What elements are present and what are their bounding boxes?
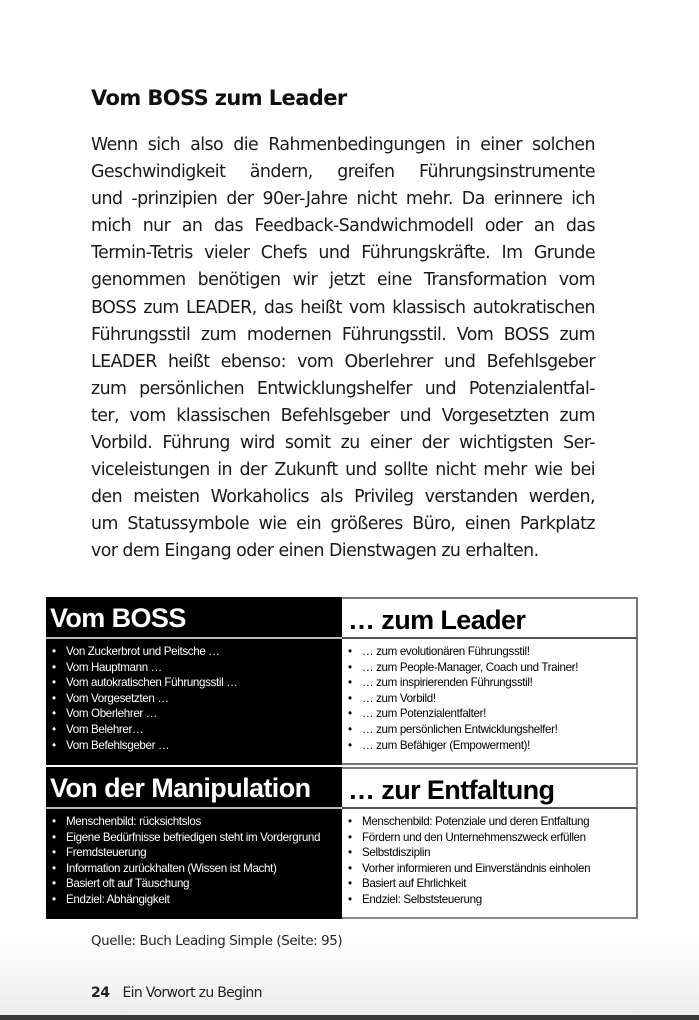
leader-list-cell xyxy=(342,639,638,765)
bullet-icon: • xyxy=(52,707,56,721)
list-item xyxy=(348,691,636,707)
comparison-list-row xyxy=(46,809,638,919)
list-item-text: Endziel: Selbststeuerung xyxy=(362,892,482,906)
bullet-icon: • xyxy=(52,691,56,705)
list-item xyxy=(52,675,342,691)
list-item xyxy=(348,644,636,660)
list-item-text: … zum Potenzialentfalter! xyxy=(362,707,486,721)
list-item xyxy=(52,660,342,676)
list-item-text: … zum inspirierenden Führungsstil! xyxy=(362,676,533,690)
list-item xyxy=(348,675,636,691)
section-heading: Vom BOSS zum Leader xyxy=(91,86,347,110)
list-item-text: Information zurückhalten (Wissen ist Macht) xyxy=(66,861,277,875)
list-item-text: Fördern und den Unternehmenszweck erfüllen xyxy=(362,830,586,844)
paragraph-line: den meisten Workaholics als Privileg verstanden werden, xyxy=(91,487,595,508)
bullet-icon: • xyxy=(348,861,352,875)
list-item xyxy=(52,892,342,908)
bullet-icon: • xyxy=(348,676,352,690)
chapter-title: Ein Vorwort zu Beginn xyxy=(122,985,262,1001)
list-item xyxy=(52,830,342,846)
list-item-text: Eigene Bedürfnisse befriedigen steht im Vordergrund xyxy=(66,830,321,844)
bullet-icon: • xyxy=(348,738,352,752)
bullet-icon: • xyxy=(348,691,352,705)
leader-header-cell xyxy=(342,597,638,639)
entfaltung-title: … zur Entfaltung xyxy=(348,775,555,805)
list-item xyxy=(348,738,636,754)
page-footer xyxy=(91,985,262,1001)
paragraph-line: LEADER heißt ebenso: vom Oberlehrer und Befehlsgeber xyxy=(91,351,595,372)
boss-title: Vom BOSS xyxy=(50,603,186,633)
page-number: 24 xyxy=(91,985,110,1001)
list-item-text: Menschenbild: rücksichtslos xyxy=(66,815,201,828)
manipulation-list xyxy=(52,814,342,908)
list-item xyxy=(52,722,342,738)
bullet-icon: • xyxy=(348,830,352,844)
bullet-icon: • xyxy=(348,815,352,828)
list-item xyxy=(52,814,342,830)
paragraph-line: Termin-Tetris vieler Chefs und Führungskräfte. Im Grunde xyxy=(91,243,595,264)
bullet-icon: • xyxy=(52,815,56,828)
list-item xyxy=(348,660,636,676)
bullet-icon: • xyxy=(52,892,56,906)
boss-vs-leader-table xyxy=(46,597,638,919)
list-item-text: Vorher informieren und Einverständnis einholen xyxy=(362,861,591,875)
boss-list xyxy=(52,644,342,753)
leader-list xyxy=(348,644,636,753)
bullet-icon: • xyxy=(348,846,352,860)
paragraph-line: vor dem Eingang oder einen Dienstwagen zu erhalten. xyxy=(91,541,539,562)
list-item xyxy=(52,845,342,861)
bullet-icon: • xyxy=(52,722,56,736)
list-item-text: Basiert auf Ehrlichkeit xyxy=(362,877,467,891)
list-item-text: Vom Oberlehrer … xyxy=(66,707,158,721)
list-item-text: Von Zuckerbrot und Peitsche … xyxy=(66,645,220,658)
bullet-icon: • xyxy=(348,645,352,658)
comparison-list-row xyxy=(46,639,638,765)
manipulation-title: Von der Manipulation xyxy=(50,773,311,803)
list-item-text: … zum persönlichen Entwicklungshelfer! xyxy=(362,722,558,736)
paragraph-line: BOSS zum LEADER, das heißt vom klassisch autokratischen xyxy=(91,297,595,318)
entfaltung-header-cell xyxy=(342,767,638,809)
list-item-text: Menschenbild: Potenziale und deren Entfaltung xyxy=(362,815,590,828)
bullet-icon: • xyxy=(52,676,56,690)
source-caption: Quelle: Buch Leading Simple (Seite: 95) xyxy=(91,934,343,949)
paragraph-line: Wenn sich also die Rahmenbedingungen in einer solchen xyxy=(91,135,595,155)
paragraph-line: um Statussymbole wie ein größeres Büro, einen Parkplatz xyxy=(91,514,595,535)
bullet-icon: • xyxy=(52,645,56,658)
list-item xyxy=(348,830,636,846)
paragraph-line: ter, vom klassischen Befehlsgeber und Vorgesetzten zum xyxy=(91,405,595,426)
list-item-text: … zum Befähiger (Empowerment)! xyxy=(362,738,530,752)
paragraph-line: mich nur an das Feedback-Sandwichmodell oder an das xyxy=(91,216,595,237)
entfaltung-list xyxy=(348,814,636,908)
bullet-icon: • xyxy=(52,877,56,891)
boss-header-cell xyxy=(46,597,342,639)
list-item-text: … zum Vorbild! xyxy=(362,691,436,705)
paragraph-line: Führungsstil zum modernen Führungsstil. Vom BOSS zum xyxy=(91,324,595,345)
list-item-text: Fremdsteuerung xyxy=(66,846,147,860)
paragraph-line: und -prinzipien der 90er-Jahre nicht mehr. Da erinnere ich xyxy=(91,189,595,210)
entfaltung-list-cell xyxy=(342,809,638,919)
paragraph-line: genommen benötigen wir jetzt eine Transformation vom xyxy=(91,270,595,291)
list-item xyxy=(348,845,636,861)
manipulation-header-cell xyxy=(46,767,342,809)
list-item-text: Endziel: Abhängigkeit xyxy=(66,892,170,906)
list-item xyxy=(52,738,342,754)
list-item xyxy=(348,861,636,877)
list-item xyxy=(52,644,342,660)
bullet-icon: • xyxy=(348,892,352,906)
list-item xyxy=(52,706,342,722)
list-item xyxy=(348,706,636,722)
bullet-icon: • xyxy=(348,877,352,891)
list-item xyxy=(52,876,342,892)
list-item xyxy=(348,876,636,892)
paragraph-line: Geschwindigkeit ändern, greifen Führungsinstrumente xyxy=(91,162,595,183)
list-item xyxy=(348,892,636,908)
list-item xyxy=(52,691,342,707)
paragraph-line: Vorbild. Führung wird somit zu einer der wichtigsten Ser- xyxy=(91,433,595,454)
list-item-text: … zum People-Manager, Coach und Trainer! xyxy=(362,660,579,674)
list-item-text: Selbstdisziplin xyxy=(362,846,431,860)
bullet-icon: • xyxy=(348,722,352,736)
bullet-icon: • xyxy=(52,861,56,875)
bullet-icon: • xyxy=(52,830,56,844)
bullet-icon: • xyxy=(348,707,352,721)
bullet-icon: • xyxy=(52,738,56,752)
bullet-icon: • xyxy=(52,660,56,674)
paragraph-line: zum persönlichen Entwicklungshelfer und Potenzialentfal- xyxy=(91,378,595,399)
paragraph-line: viceleistungen in der Zukunft und sollte nicht mehr wie bei xyxy=(91,460,595,481)
body-paragraph xyxy=(91,132,595,566)
list-item xyxy=(348,814,636,830)
page-bottom-edge xyxy=(0,1015,699,1020)
bullet-icon: • xyxy=(348,660,352,674)
list-item-text: … zum evolutionären Führungsstil! xyxy=(362,645,530,658)
list-item xyxy=(348,722,636,738)
list-item-text: Vom Hauptmann … xyxy=(66,660,162,674)
boss-list-cell xyxy=(46,639,342,765)
comparison-header-row xyxy=(46,597,638,639)
manipulation-list-cell xyxy=(46,809,342,919)
list-item-text: Vom Vorgesetzten … xyxy=(66,691,169,705)
bullet-icon: • xyxy=(52,846,56,860)
list-item-text: Vom Befehlsgeber … xyxy=(66,738,170,752)
list-item-text: Vom autokratischen Führungsstil … xyxy=(66,676,238,690)
leader-title: … zum Leader xyxy=(348,605,526,635)
comparison-header-row xyxy=(46,767,638,809)
list-item-text: Vom Belehrer… xyxy=(66,722,144,736)
list-item-text: Basiert oft auf Täuschung xyxy=(66,877,190,891)
list-item xyxy=(52,861,342,877)
